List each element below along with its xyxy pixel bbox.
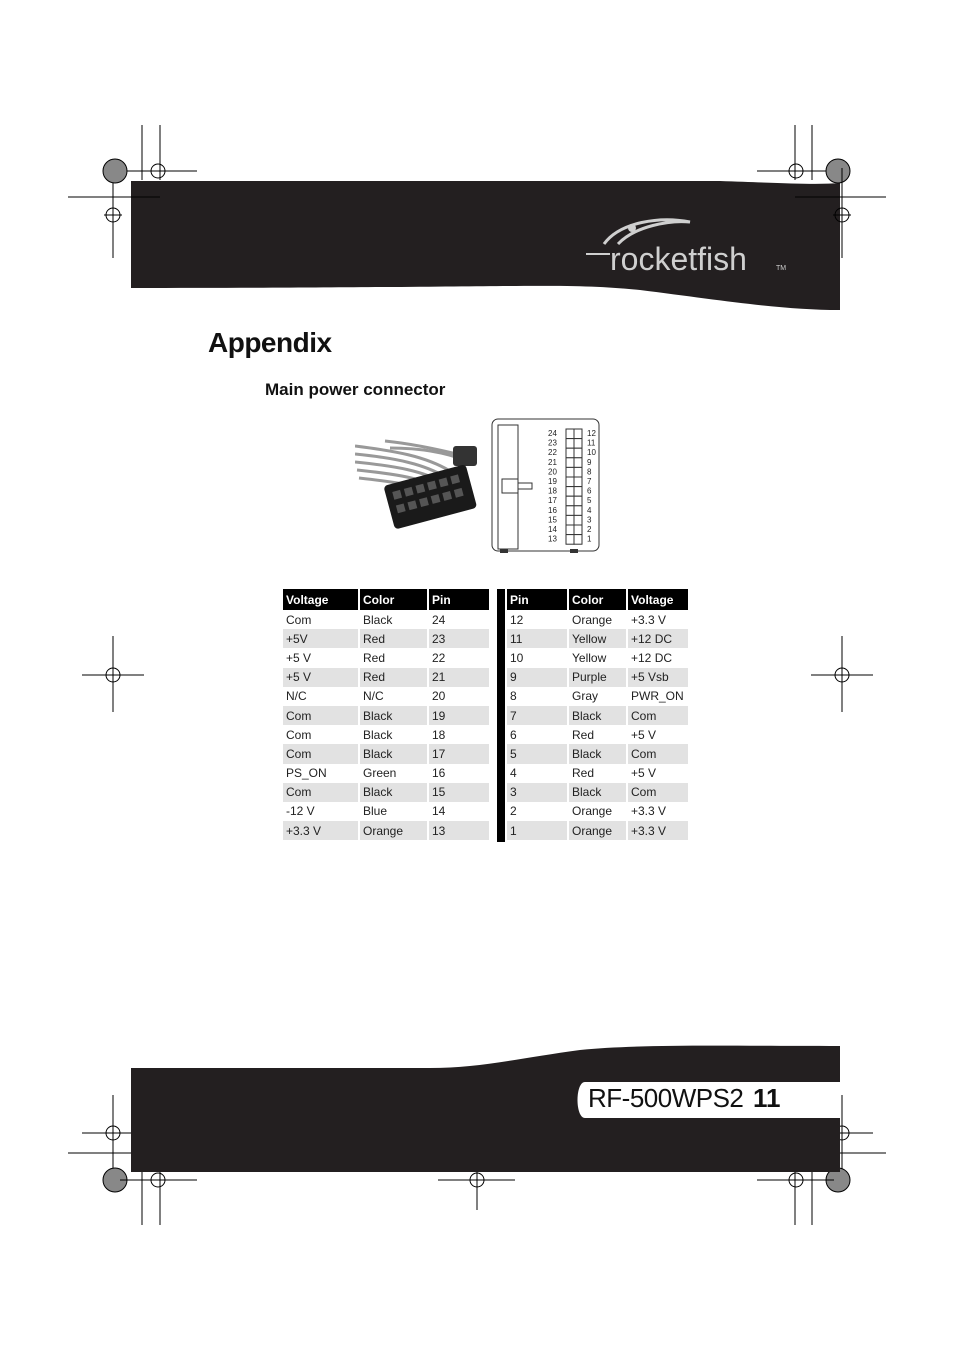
page-number: 11 xyxy=(753,1083,781,1113)
table-cell: Black xyxy=(360,744,427,763)
pin-label: 3 xyxy=(587,515,592,525)
table-cell: Red xyxy=(572,727,595,742)
pin-label: 14 xyxy=(548,525,557,534)
connector-photo xyxy=(355,436,485,548)
pin-label: 18 xyxy=(548,486,557,496)
table-cell: Red xyxy=(363,650,386,665)
table-row xyxy=(507,687,688,706)
table-cell: Black xyxy=(569,783,626,802)
pin-table-left xyxy=(281,589,491,840)
pin-label: 5 xyxy=(587,496,592,506)
table-cell: 15 xyxy=(429,783,489,802)
table-cell: Red xyxy=(360,629,427,648)
table-cell: Gray xyxy=(572,689,599,704)
table-cell: Green xyxy=(363,766,397,781)
table-cell: Orange xyxy=(572,804,613,819)
pin-label: 23 xyxy=(548,438,557,448)
pin-cell xyxy=(566,535,574,545)
pin-cell xyxy=(574,429,582,439)
table-cell: +5V xyxy=(283,629,358,648)
table-row xyxy=(283,802,489,821)
column-header: Pin xyxy=(507,589,567,610)
table-row xyxy=(507,802,688,821)
table-cell: 16 xyxy=(432,766,446,781)
column-header: Voltage xyxy=(628,589,688,610)
pin-label: 11 xyxy=(587,438,596,448)
table-cell: Orange xyxy=(569,821,626,840)
pin-label: 22 xyxy=(548,448,557,458)
table-cell: 2 xyxy=(510,804,517,819)
table-row xyxy=(507,725,688,744)
table-row xyxy=(507,668,688,687)
table-cell: Yellow xyxy=(569,629,626,648)
table-cell: 14 xyxy=(432,804,446,819)
table-cell: 18 xyxy=(432,727,446,742)
pin-label: 2 xyxy=(587,525,592,534)
table-cell: +3.3 V xyxy=(628,821,688,840)
table-cell: 3 xyxy=(507,783,567,802)
table-cell: +5 Vsb xyxy=(628,668,688,687)
table-cell: Yellow xyxy=(572,650,607,665)
column-header: Pin xyxy=(429,589,489,610)
table-row xyxy=(283,629,489,648)
table-cell: +12 DC xyxy=(631,650,673,665)
table-cell: 6 xyxy=(510,727,517,742)
table-cell: Black xyxy=(363,727,393,742)
table-cell: Com xyxy=(283,706,358,725)
pin-cell xyxy=(566,506,574,516)
table-cell: 19 xyxy=(429,706,489,725)
table-row xyxy=(283,783,489,802)
table-row xyxy=(507,783,688,802)
table-cell: Black xyxy=(569,706,626,725)
table-row xyxy=(507,764,688,783)
pin-label: 7 xyxy=(587,477,592,486)
table-cell: Red xyxy=(360,668,427,687)
table-cell: Black xyxy=(360,783,427,802)
pin-cell xyxy=(566,458,574,468)
table-cell: 1 xyxy=(507,821,567,840)
table-cell: PS_ON xyxy=(286,766,327,781)
table-row xyxy=(507,629,688,648)
table-row xyxy=(283,610,489,629)
table-cell: Com xyxy=(628,783,688,802)
table-cell: Orange xyxy=(360,821,427,840)
table-cell: Com xyxy=(286,612,312,627)
footer-banner xyxy=(0,1040,954,1180)
pinout-diagram xyxy=(490,417,602,555)
table-row xyxy=(283,725,489,744)
table-cell: +5 V xyxy=(286,650,312,665)
table-row xyxy=(283,706,489,725)
table-cell: N/C xyxy=(286,689,307,704)
table-row xyxy=(283,668,489,687)
table-cell: Black xyxy=(363,612,393,627)
pin-cell xyxy=(574,467,582,477)
table-cell: 17 xyxy=(429,744,489,763)
column-header: Color xyxy=(360,589,427,610)
table-cell: Com xyxy=(283,744,358,763)
pin-label: 19 xyxy=(548,477,557,486)
table-row xyxy=(283,764,489,783)
pin-label: 8 xyxy=(587,467,592,477)
table-row xyxy=(507,648,688,667)
table-row xyxy=(507,744,688,763)
model-number: RF-500WPS2 xyxy=(588,1083,744,1113)
pin-cell xyxy=(566,429,574,439)
page-title: Appendix xyxy=(208,327,332,358)
table-cell: 20 xyxy=(432,689,446,704)
table-cell: +5 V xyxy=(283,668,358,687)
table-cell: 24 xyxy=(432,612,446,627)
table-cell: +12 DC xyxy=(628,629,688,648)
table-cell: Red xyxy=(572,766,595,781)
table-cell: 10 xyxy=(510,650,524,665)
table-row xyxy=(283,687,489,706)
pin-label: 16 xyxy=(548,505,557,515)
logo-text: rocketfish xyxy=(610,241,747,277)
pin-label: 17 xyxy=(548,496,557,506)
table-divider xyxy=(497,589,505,842)
table-cell: +3.3 V xyxy=(631,612,667,627)
table-cell: Com xyxy=(628,744,688,763)
pin-label: 10 xyxy=(587,448,596,458)
table-cell: +5 V xyxy=(631,727,657,742)
table-cell: 8 xyxy=(510,689,517,704)
table-cell: Blue xyxy=(363,804,388,819)
table-row xyxy=(283,648,489,667)
table-cell: N/C xyxy=(363,689,384,704)
table-cell: Com xyxy=(286,727,312,742)
pin-table-right xyxy=(505,589,690,840)
table-row xyxy=(507,610,688,629)
column-header: Color xyxy=(569,589,626,610)
table-cell: 7 xyxy=(507,706,567,725)
pin-label: 12 xyxy=(587,429,596,438)
section-title: Main power connector xyxy=(265,380,446,399)
pin-label: 4 xyxy=(587,505,592,515)
pin-cell xyxy=(566,525,574,535)
pin-cell xyxy=(574,506,582,516)
table-cell: 12 xyxy=(510,612,524,627)
pin-cell xyxy=(574,515,582,525)
pin-cell xyxy=(574,487,582,497)
table-cell: -12 V xyxy=(286,804,315,819)
pin-label: 6 xyxy=(587,486,592,496)
table-cell: +3.3 V xyxy=(631,804,667,819)
table-cell: 23 xyxy=(429,629,489,648)
pin-label: 20 xyxy=(548,467,557,477)
table-row xyxy=(283,744,489,763)
pin-cell xyxy=(574,439,582,449)
table-cell: +3.3 V xyxy=(283,821,358,840)
table-cell: Orange xyxy=(572,612,613,627)
table-row xyxy=(507,821,688,840)
column-header: Voltage xyxy=(283,589,358,610)
pin-label: 21 xyxy=(548,457,557,467)
pin-cell xyxy=(574,525,582,535)
pin-label: 1 xyxy=(587,534,592,544)
table-cell: 21 xyxy=(429,668,489,687)
table-cell: 4 xyxy=(510,766,517,781)
pin-cell xyxy=(574,496,582,506)
pin-cell xyxy=(566,448,574,458)
pin-cell xyxy=(574,458,582,468)
table-cell: 13 xyxy=(429,821,489,840)
pin-cell xyxy=(566,496,574,506)
table-cell: Purple xyxy=(569,668,626,687)
pin-label: 9 xyxy=(587,457,592,467)
pin-cell xyxy=(574,448,582,458)
table-cell: Black xyxy=(569,744,626,763)
table-cell: Black xyxy=(360,706,427,725)
table-cell: Com xyxy=(628,706,688,725)
pin-label: 15 xyxy=(548,515,557,525)
pin-cell xyxy=(566,487,574,497)
table-row xyxy=(507,706,688,725)
table-cell: Com xyxy=(283,783,358,802)
table-cell: PWR_ON xyxy=(631,689,684,704)
table-cell: 11 xyxy=(507,629,567,648)
table-cell: 5 xyxy=(507,744,567,763)
table-row xyxy=(283,821,489,840)
table-cell: 9 xyxy=(507,668,567,687)
pin-cell xyxy=(566,467,574,477)
pin-cell xyxy=(566,439,574,449)
pin-cell xyxy=(574,535,582,545)
pin-cell xyxy=(566,515,574,525)
pin-cell xyxy=(566,477,574,487)
table-cell: +5 V xyxy=(631,766,657,781)
pin-cell xyxy=(574,477,582,487)
trademark-text: TM xyxy=(776,265,787,272)
table-cell: 22 xyxy=(432,650,446,665)
pin-label: 13 xyxy=(548,534,557,544)
pin-label: 24 xyxy=(548,429,557,438)
